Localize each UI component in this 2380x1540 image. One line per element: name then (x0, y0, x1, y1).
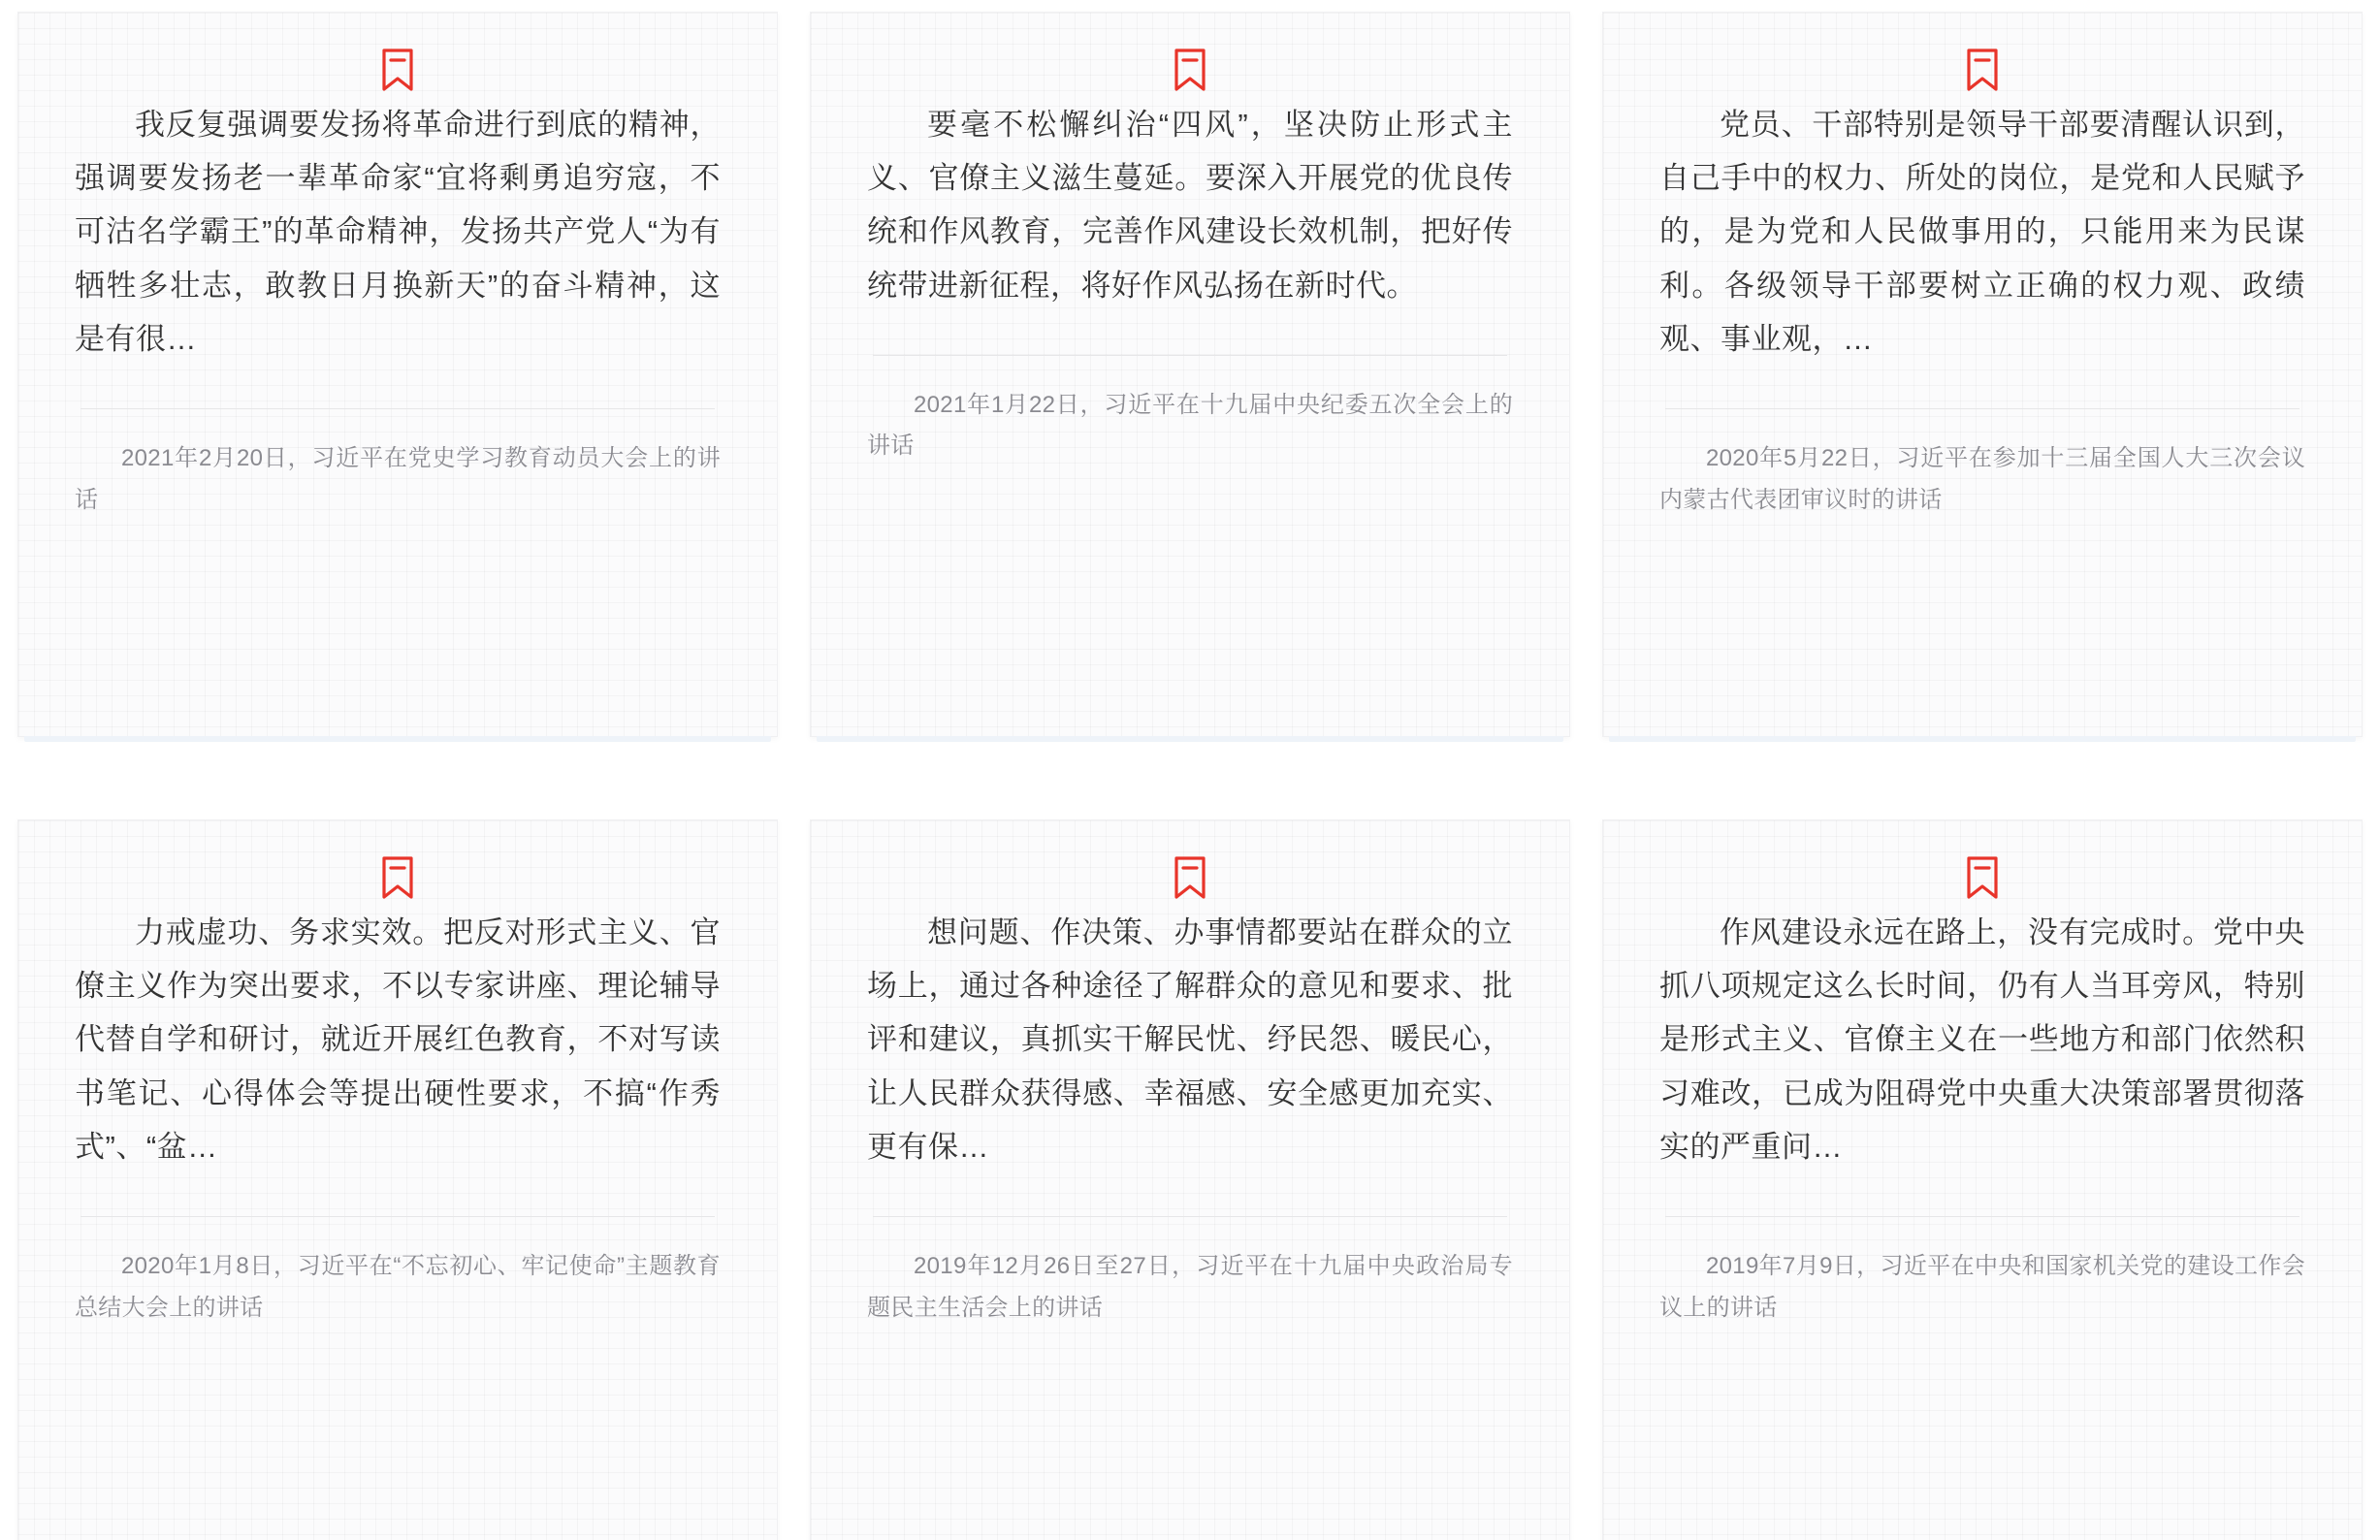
quote-text: 力戒虚功、务求实效。把反对形式主义、官僚主义作为突出要求，不以专家讲座、理论辅导代替自学和研讨，就近开展红色教育，不对写读书笔记、心得体会等提出硬性要求，不搞“作秀式”、“盆… (75, 915, 721, 1164)
bookmark-icon (867, 820, 1513, 902)
quote-source: 2020年1月8日，习近平在“不忘初心、牢记使命”主题教育总结大会上的讲话 (75, 1252, 721, 1321)
quote-text: 我反复强调要发扬将革命进行到底的精神，强调要发扬老一辈革命家“宜将剩勇追穷寇，不可沽名学霸王”的革命精神，发扬共产党人“为有牺牲多壮志，敢教日月换新天”的奋斗精神，这是有很… (75, 108, 721, 356)
quote-card-grid (17, 12, 2363, 1540)
quote-card[interactable] (17, 12, 778, 737)
bookmark-icon (1659, 13, 2305, 94)
bookmark-icon (75, 820, 721, 902)
quote-text: 党员、干部特别是领导干部要清醒认识到，自己手中的权力、所处的岗位，是党和人民赋予的，是为党和人民做事用的，只能用来为民谋利。各级领导干部要树立正确的权力观、政绩观、事业观，… (1659, 108, 2305, 356)
quote-text: 想问题、作决策、办事情都要站在群众的立场上，通过各种途径了解群众的意见和要求、批评和建议，真抓实干解民忧、纾民怨、暖民心，让人民群众获得感、幸福感、安全感更加充实、更有保… (867, 915, 1513, 1164)
quote-text: 作风建设永远在路上，没有完成时。党中央抓八项规定这么长时间，仍有人当耳旁风，特别是形式主义、官僚主义在一些地方和部门依然积习难改，已成为阻碍党中央重大决策部署贯彻落实的严重问… (1659, 915, 2305, 1164)
quote-card[interactable] (810, 819, 1570, 1540)
quote-card[interactable] (17, 819, 778, 1540)
quote-card[interactable] (810, 12, 1570, 737)
bookmark-icon (1659, 820, 2305, 902)
quote-source: 2021年1月22日，习近平在十九届中央纪委五次全会上的讲话 (867, 391, 1513, 460)
quote-source: 2021年2月20日，习近平在党史学习教育动员大会上的讲话 (75, 444, 721, 513)
quote-card[interactable] (1602, 819, 2363, 1540)
bookmark-icon (75, 13, 721, 94)
quote-text: 要毫不松懈纠治“四风”，坚决防止形式主义、官僚主义滋生蔓延。要深入开展党的优良传统和作风教育，完善作风建设长效机制，把好传统带进新征程，将好作风弘扬在新时代。 (867, 108, 1513, 303)
quote-source: 2020年5月22日，习近平在参加十三届全国人大三次会议内蒙古代表团审议时的讲话 (1659, 444, 2305, 513)
bookmark-icon (867, 13, 1513, 94)
quote-source: 2019年12月26日至27日，习近平在十九届中央政治局专题民主生活会上的讲话 (867, 1252, 1513, 1321)
quote-card[interactable] (1602, 12, 2363, 737)
quote-source: 2019年7月9日，习近平在中央和国家机关党的建设工作会议上的讲话 (1659, 1252, 2305, 1321)
